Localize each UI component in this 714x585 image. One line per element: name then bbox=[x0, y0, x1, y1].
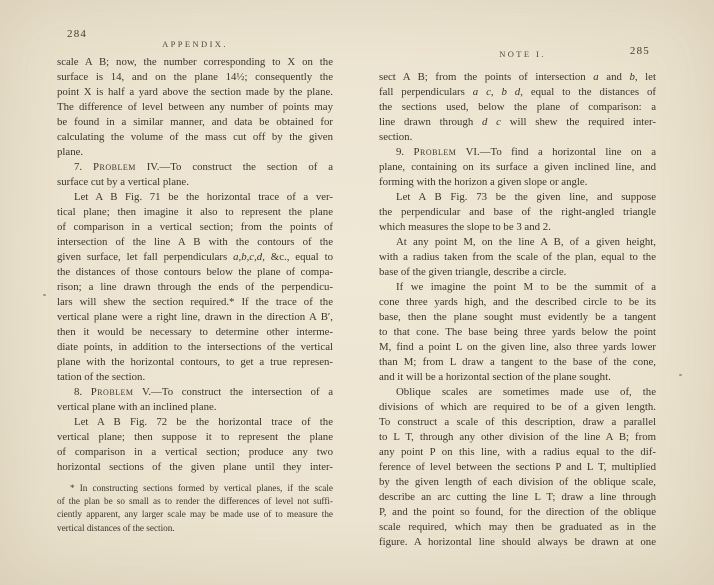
left-page-number: 284 bbox=[67, 28, 88, 40]
right-page-text bbox=[379, 71, 656, 551]
text-line: of the plan be so small as to render the differences of level not suffi- bbox=[57, 496, 333, 507]
text-line: ference of level between the sections P and L T, multiplied bbox=[379, 461, 656, 473]
text-line: base of the given triangle, describe a circle. bbox=[379, 266, 567, 278]
left-page-text bbox=[57, 56, 333, 476]
text-line: plane, containing on its surface a given inclined line, and bbox=[379, 161, 656, 173]
text-line: forming with the horizon a given slope or angle. bbox=[379, 176, 588, 188]
text-line: tical plane; then imagine it also to represent the plane bbox=[57, 206, 333, 218]
text-line: section. bbox=[379, 131, 413, 143]
text-line: vertical distances of the section. bbox=[57, 522, 175, 533]
text-line: the sections used, below the plane of comparison: a bbox=[379, 101, 656, 113]
text-line: M, find a point L on the given line, also three yards lower bbox=[379, 341, 656, 353]
left-page-footnote bbox=[57, 483, 333, 536]
text-line: Let A B Fig. 71 be the horizontal trace of a ver- bbox=[74, 191, 333, 203]
text-line: horizontal sections of the given plane until they inter- bbox=[57, 461, 333, 473]
left-running-head: APPENDIX. bbox=[162, 39, 228, 49]
text-line: ciently apparent, any larger scale may be made use of to measure the bbox=[57, 509, 333, 520]
text-line: P, and the point so found, for the direction of the oblique bbox=[379, 506, 656, 518]
text-line: * In constructing sections formed by vertical planes, if the scale bbox=[70, 483, 333, 493]
text-line: by the given length of each division of the oblique scale, bbox=[379, 476, 656, 488]
text-line: 7. Problem IV.—To construct the section of a bbox=[74, 161, 333, 173]
text-line: Let A B Fig. 73 be the given line, and suppose bbox=[396, 191, 656, 203]
text-line: Oblique scales are sometimes made use of, the bbox=[396, 386, 656, 398]
text-line: 9. Problem VI.—To find a horizontal line on a bbox=[396, 146, 656, 158]
text-line: The difference of level between any number of points may bbox=[57, 101, 333, 113]
text-line: lars will shew the section required.* If the trace of the bbox=[57, 296, 333, 308]
text-line: describe an arc cutting the line L T; draw a line through bbox=[379, 491, 656, 503]
text-line: surface is 14, and on the plane 14½; consequently the bbox=[57, 71, 333, 83]
text-line: with a radius taken from the scale of the plan, equal to the bbox=[379, 251, 656, 263]
right-running-head: NOTE I. bbox=[499, 49, 546, 59]
text-line: to that cone. The base being three yards below the point bbox=[379, 326, 656, 338]
text-line: tation of the section. bbox=[57, 371, 146, 383]
text-line: be found in a similar manner, and data be obtained for bbox=[57, 116, 333, 128]
right-page-number: 285 bbox=[629, 45, 650, 57]
text-line: calculating the volume of the mass cut off by the given bbox=[57, 131, 333, 143]
text-line: At any point M, on the line A B, of a given height, bbox=[396, 236, 656, 248]
text-line: divisions of which are required to be of a given length. bbox=[379, 401, 656, 413]
text-line: 8. Problem V.—To construct the intersection of a bbox=[74, 386, 334, 398]
text-line: scale A B; now, the number corresponding to X on the bbox=[57, 56, 333, 68]
text-line: surface cut by a vertical plane. bbox=[57, 176, 189, 188]
text-line: line drawn through d c will shew the required inter- bbox=[379, 116, 657, 128]
text-line: vertical plane with an inclined plane. bbox=[57, 401, 217, 413]
text-line: vertical plane were a right line, drawn in the direction A B′, bbox=[57, 311, 333, 323]
text-line: then it would be necessary to determine other interme- bbox=[57, 326, 333, 338]
scan-speck bbox=[43, 294, 46, 296]
text-line: Let A B Fig. 72 be the horizontal trace of the bbox=[74, 416, 333, 428]
text-line: which measures the slope to be 3 and 2. bbox=[379, 221, 551, 233]
text-line: vertical plane; then suppose it to represent the plane bbox=[57, 431, 333, 443]
text-line: of comparison in a vertical section; produce any two bbox=[57, 446, 333, 458]
text-line: To construct a scale of this description, draw a parallel bbox=[379, 416, 656, 428]
text-line: plane with the horizontal contours, to get a true represen- bbox=[57, 356, 333, 368]
scan-speck bbox=[679, 374, 682, 376]
text-line: the distances of those contours below the plane of compa- bbox=[57, 266, 333, 278]
text-line: rison; a line drawn through the ends of the perpendicu- bbox=[57, 281, 333, 293]
text-line: fall perpendiculars a c, b d, equal to the distances of bbox=[379, 86, 656, 98]
text-line: point X is half a yard above the section made by the plane. bbox=[57, 86, 333, 98]
text-line: intersection of the line A B with the contours of the bbox=[57, 236, 333, 248]
text-line: of comparison in a vertical section; from the points of bbox=[57, 221, 333, 233]
text-line: If we imagine the point M to be the summit of a bbox=[396, 281, 656, 293]
text-line: diate points, in addition to the intersections of the vertical bbox=[57, 341, 333, 353]
text-line: given surface, let fall perpendiculars a,b,c,d, &c., equal to bbox=[57, 251, 333, 263]
text-line: than M; from L draw a tangent to the base of the cone, bbox=[379, 356, 656, 368]
text-line: sect A B; from the points of intersection a and b, let bbox=[379, 71, 656, 83]
text-line: the perpendicular and base of the right-angled triangle bbox=[379, 206, 656, 218]
text-line: base, then the plane sought must evidently be a tangent bbox=[379, 311, 656, 323]
text-line: cone three yards high, and the described circle to be its bbox=[379, 296, 656, 308]
text-line: plane. bbox=[57, 146, 84, 158]
text-line: scale required, which may then be graduated as in the bbox=[379, 521, 656, 533]
text-line: and it will be a horizontal section of the plane sought. bbox=[379, 371, 611, 383]
text-line: any point P on this line, with a radius equal to the dif- bbox=[379, 446, 656, 458]
text-line: to L T, through any other division of the line A B; from bbox=[379, 431, 656, 443]
text-line: figure. A horizontal line should always be drawn at one bbox=[379, 536, 656, 548]
